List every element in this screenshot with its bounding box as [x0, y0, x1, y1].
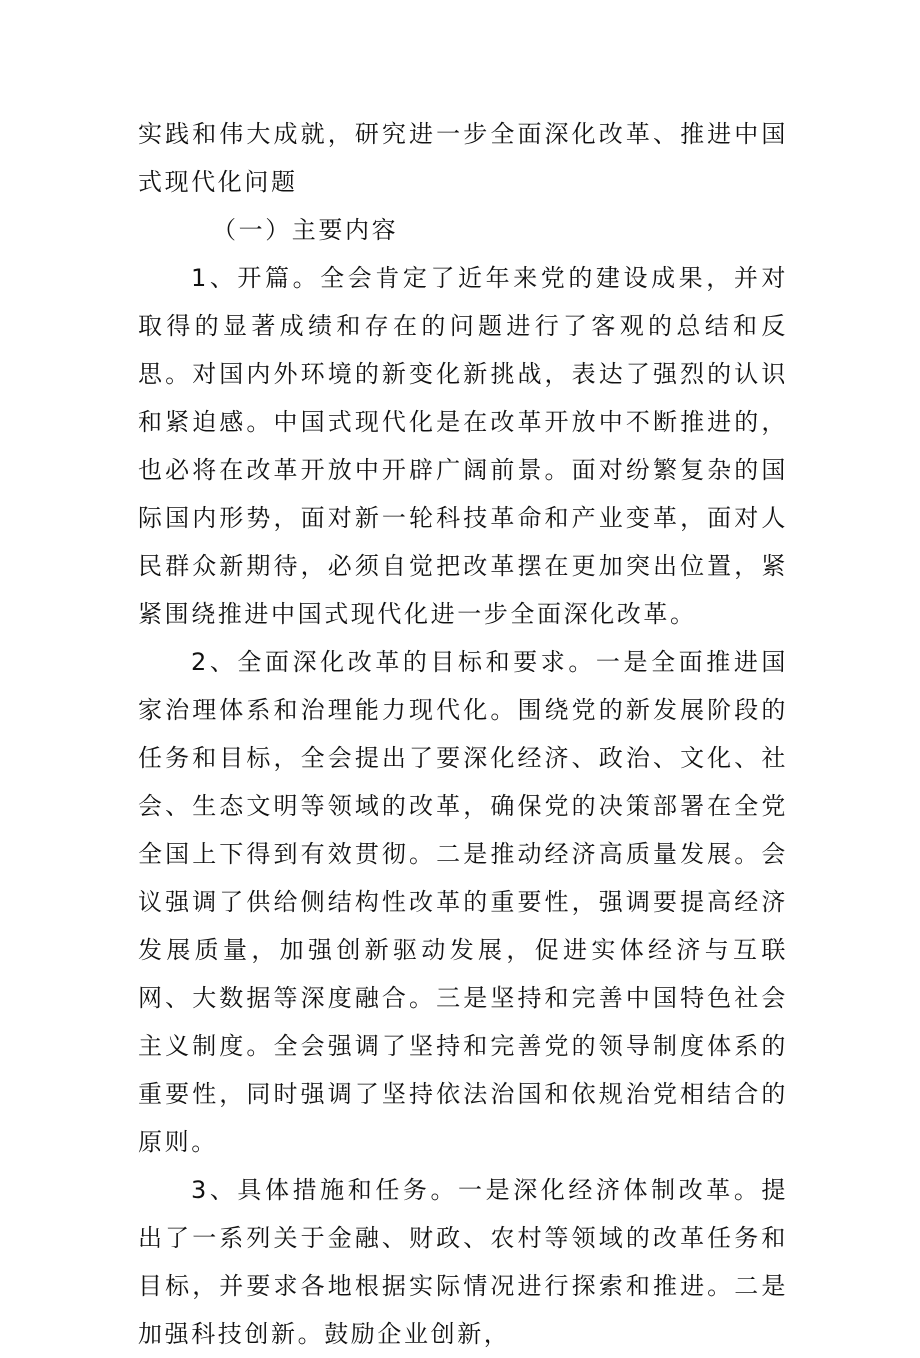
section-heading: （一）主要内容 — [212, 216, 399, 244]
paragraph-measures: 3、具体措施和任务。一是深化经济体制改革。提出了一系列关于金融、财政、农村等领域的改革任务和目标，并要求各地根据实际情况进行探索和推进。二是加强科技创新。鼓励企业创新， — [138, 1176, 788, 1348]
paragraph-goals: 2、全面深化改革的目标和要求。一是全面推进国家治理体系和治理能力现代化。围绕党的新发展阶段的任务和目标，全会提出了要深化经济、政治、文化、社会、生态文明等领域的改革，确保党的决策部署在全党全国上下得到有效贯彻。二是推动经济高质量发展。会议强调了供给侧结构性改革的重要性，强调要提高经济发展质量，加强创新驱动发展，促进实体经济与互联网、大数据等深度融合。三是坚持和完善中国特色社会主义制度。全会强调了坚持和完善党的领导制度体系的重要性，同时强调了坚持依法治国和依规治党相结合的原则。 — [138, 648, 788, 1156]
continuation-paragraph: 实践和伟大成就，研究进一步全面深化改革、推进中国式现代化问题 — [138, 120, 788, 196]
paragraph-opening: 1、开篇。全会肯定了近年来党的建设成果，并对取得的显著成绩和存在的问题进行了客观的总结和反思。对国内外环境的新变化新挑战，表达了强烈的认识和紧迫感。中国式现代化是在改革开放中不断推进的，也必将在改革开放中开辟广阔前景。面对纷繁复杂的国际国内形势，面对新一轮科技革命和产业变革，面对人民群众新期待，必须自觉把改革摆在更加突出位置，紧紧围绕推进中国式现代化进一步全面深化改革。 — [138, 264, 788, 628]
document-body — [138, 110, 788, 1358]
